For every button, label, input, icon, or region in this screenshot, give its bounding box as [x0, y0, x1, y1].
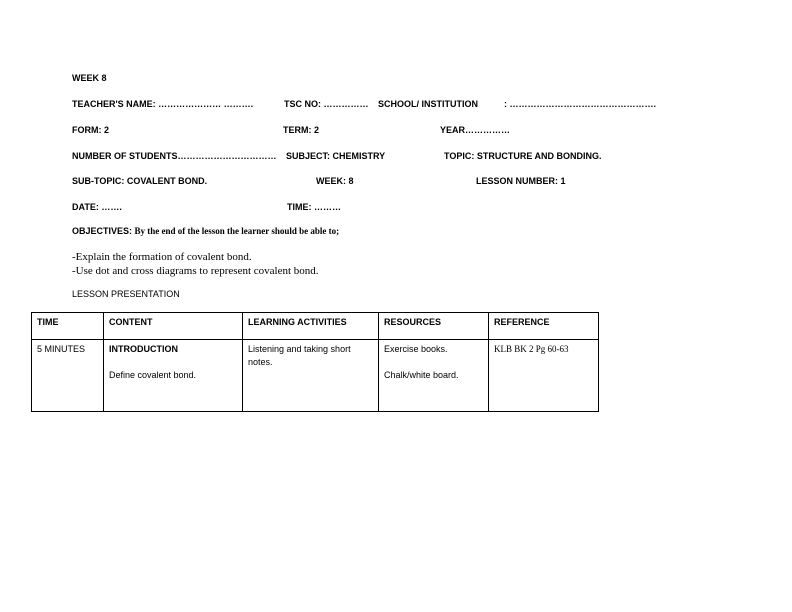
- lesson-table: [31, 312, 599, 412]
- table-header-cell: REFERENCE: [489, 313, 599, 340]
- tsc-no-field: TSC NO: ……………: [284, 99, 369, 109]
- content-text: Define covalent bond.: [109, 370, 197, 380]
- reference-cell: KLB BK 2 Pg 60-63: [489, 340, 599, 412]
- objective-item: -Explain the formation of covalent bond.: [72, 251, 252, 263]
- subject-field: SUBJECT: CHEMISTRY: [286, 151, 386, 161]
- time-field: TIME: ………: [287, 202, 341, 212]
- form-field: FORM: 2: [72, 125, 109, 135]
- term-field: TERM: 2: [283, 125, 319, 135]
- year-field: YEAR……………: [440, 125, 511, 135]
- resource-item: Chalk/white board.: [384, 370, 459, 380]
- date-field: DATE: …….: [72, 202, 122, 212]
- table-header-cell: CONTENT: [104, 313, 243, 340]
- table-header-row: [32, 313, 599, 340]
- activities-cell: Listening and taking short notes.: [243, 340, 379, 412]
- lesson-number-field: LESSON NUMBER: 1: [476, 176, 566, 186]
- school-value: : ………………………………………….: [504, 99, 656, 109]
- resources-cell: [379, 340, 489, 412]
- lesson-presentation-heading: LESSON PRESENTATION: [72, 289, 180, 299]
- school-field: SCHOOL/ INSTITUTION: [378, 99, 478, 109]
- table-header-cell: RESOURCES: [379, 313, 489, 340]
- objectives-line: [72, 226, 339, 237]
- table-header-cell: TIME: [32, 313, 104, 340]
- content-title: INTRODUCTION: [109, 344, 178, 354]
- week-heading: WEEK 8: [72, 73, 107, 83]
- objectives-text: By the end of the lesson the learner should be able to;: [134, 226, 340, 236]
- time-cell: 5 MINUTES: [32, 340, 104, 412]
- objective-item: -Use dot and cross diagrams to represent covalent bond.: [72, 265, 319, 277]
- table-row: [32, 340, 599, 412]
- resource-item: Exercise books.: [384, 344, 448, 354]
- teacher-name-field: TEACHER'S NAME: ………………… ……….: [72, 99, 254, 109]
- sub-topic-field: SUB-TOPIC: COVALENT BOND.: [72, 176, 208, 186]
- topic-field: TOPIC: STRUCTURE AND BONDING.: [444, 151, 602, 161]
- table-header-cell: LEARNING ACTIVITIES: [243, 313, 379, 340]
- week-field: WEEK: 8: [316, 176, 354, 186]
- number-of-students-field: NUMBER OF STUDENTS……………………………: [72, 151, 277, 161]
- content-cell: [104, 340, 243, 412]
- objectives-label: OBJECTIVES:: [72, 226, 133, 236]
- objectives-list: [72, 250, 319, 278]
